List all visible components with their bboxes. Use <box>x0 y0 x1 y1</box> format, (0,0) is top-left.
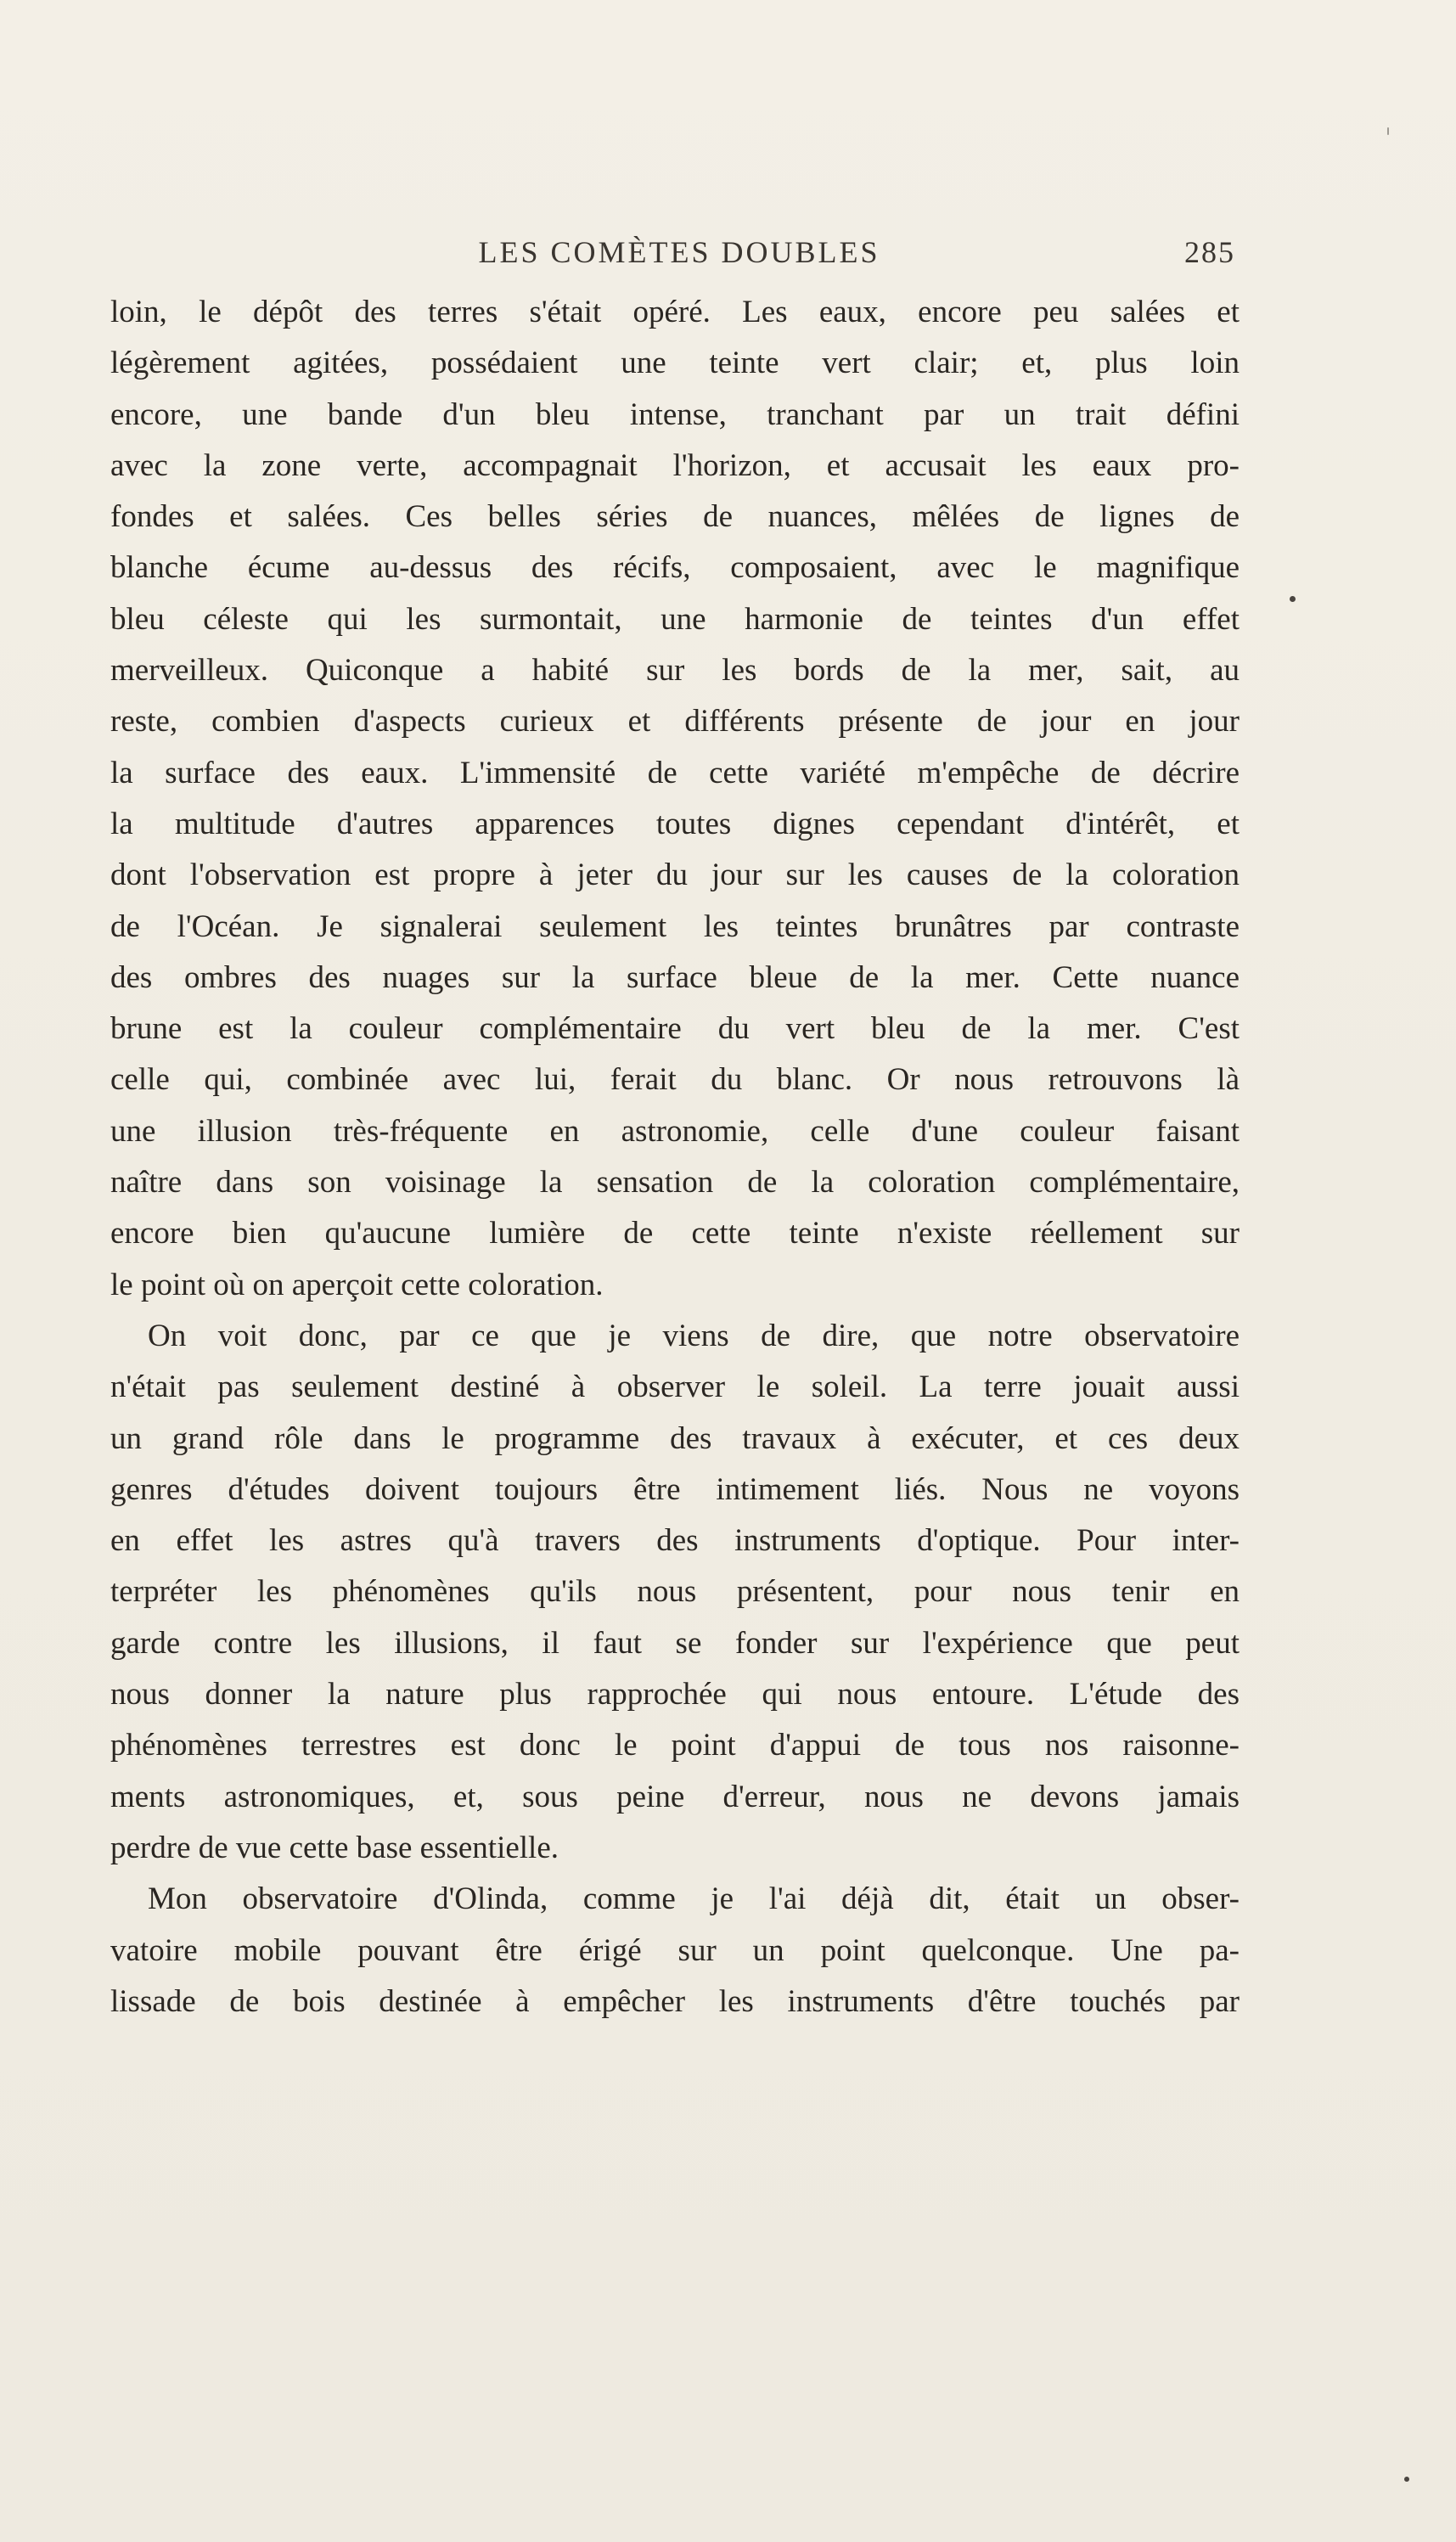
text-line: ments astronomiques, et, sous peine d'erreur, nous ne devons jamais <box>110 1779 1240 1814</box>
text-line: n'était pas seulement destiné à observer le soleil. La terre jouait aussi <box>110 1369 1240 1405</box>
paragraph-start-line: Mon observatoire d'Olinda, comme je l'ai déjà dit, était un obser- <box>148 1881 1240 1917</box>
text-line: loin, le dépôt des terres s'était opéré. Les eaux, encore peu salées et <box>110 295 1240 329</box>
text-line: avec la zone verte, accompagnait l'horizon, et accusait les eaux pro- <box>110 447 1240 483</box>
text-line: garde contre les illusions, il faut se fonder sur l'expérience que peut <box>110 1625 1240 1661</box>
text-line: lissade de bois destinée à empêcher les instruments d'être touchés par <box>110 1983 1240 2019</box>
text-line: phénomènes terrestres est donc le point d'appui de tous nos raisonne- <box>110 1728 1240 1763</box>
body-text <box>110 287 1240 2027</box>
text-line: terpréter les phénomènes qu'ils nous présentent, pour nous tenir en <box>110 1574 1240 1610</box>
text-line: naître dans son voisinage la sensation de la coloration complémentaire, <box>110 1165 1240 1201</box>
text-line: genres d'études doivent toujours être intimement liés. Nous ne voyons <box>110 1471 1240 1507</box>
text-line: nous donner la nature plus rapprochée qui nous entoure. L'étude des <box>110 1677 1240 1712</box>
text-line: fondes et salées. Ces belles séries de nuances, mêlées de lignes de <box>110 499 1240 535</box>
text-line: reste, combien d'aspects curieux et différents présente de jour en jour <box>110 704 1240 740</box>
text-line: vatoire mobile pouvant être érigé sur un point quelconque. Une pa- <box>110 1932 1240 1968</box>
text-line: blanche écume au-dessus des récifs, composaient, avec le magnifique <box>110 550 1240 586</box>
text-line: celle qui, combinée avec lui, ferait du blanc. Or nous retrouvons là <box>110 1062 1240 1098</box>
paper-speck <box>1387 127 1389 135</box>
page-number: 285 <box>1184 235 1235 269</box>
text-line: encore bien qu'aucune lumière de cette teinte n'existe réellement sur <box>110 1216 1240 1251</box>
text-line: une illusion très-fréquente en astronomie, celle d'une couleur faisant <box>110 1113 1240 1149</box>
running-head <box>123 234 1235 275</box>
text-line: un grand rôle dans le programme des travaux à exécuter, et ces deux <box>110 1420 1240 1456</box>
text-line: légèrement agitées, possédaient une teinte vert clair; et, plus loin <box>110 346 1240 381</box>
text-line: dont l'observation est propre à jeter du jour sur les causes de la coloration <box>110 858 1240 893</box>
text-line: brune est la couleur complémentaire du vert bleu de la mer. C'est <box>110 1011 1240 1047</box>
text-line: en effet les astres qu'à travers des instruments d'optique. Pour inter- <box>110 1523 1240 1559</box>
text-line: la surface des eaux. L'immensité de cette variété m'empêche de décrire <box>110 755 1240 790</box>
paper-speck <box>1404 2477 1409 2482</box>
text-line: encore, une bande d'un bleu intense, tranchant par un trait défini <box>110 396 1240 432</box>
text-line: des ombres des nuages sur la surface bleue de la mer. Cette nuance <box>110 959 1240 995</box>
paper-speck <box>1290 596 1296 602</box>
text-line: merveilleux. Quiconque a habité sur les bords de la mer, sait, au <box>110 653 1240 689</box>
paragraph-start-line: On voit donc, par ce que je viens de dire, que notre observatoire <box>148 1318 1240 1353</box>
paragraph-end-line: perdre de vue cette base essentielle. <box>110 1830 559 1865</box>
running-title: LES COMÈTES DOUBLES <box>478 235 880 269</box>
text-line: de l'Océan. Je signalerai seulement les teintes brunâtres par contraste <box>110 908 1240 944</box>
paragraph-end-line: le point où on aperçoit cette coloration. <box>110 1267 604 1302</box>
text-line: bleu céleste qui les surmontait, une harmonie de teintes d'un effet <box>110 601 1240 637</box>
text-line: la multitude d'autres apparences toutes dignes cependant d'intérêt, et <box>110 806 1240 841</box>
